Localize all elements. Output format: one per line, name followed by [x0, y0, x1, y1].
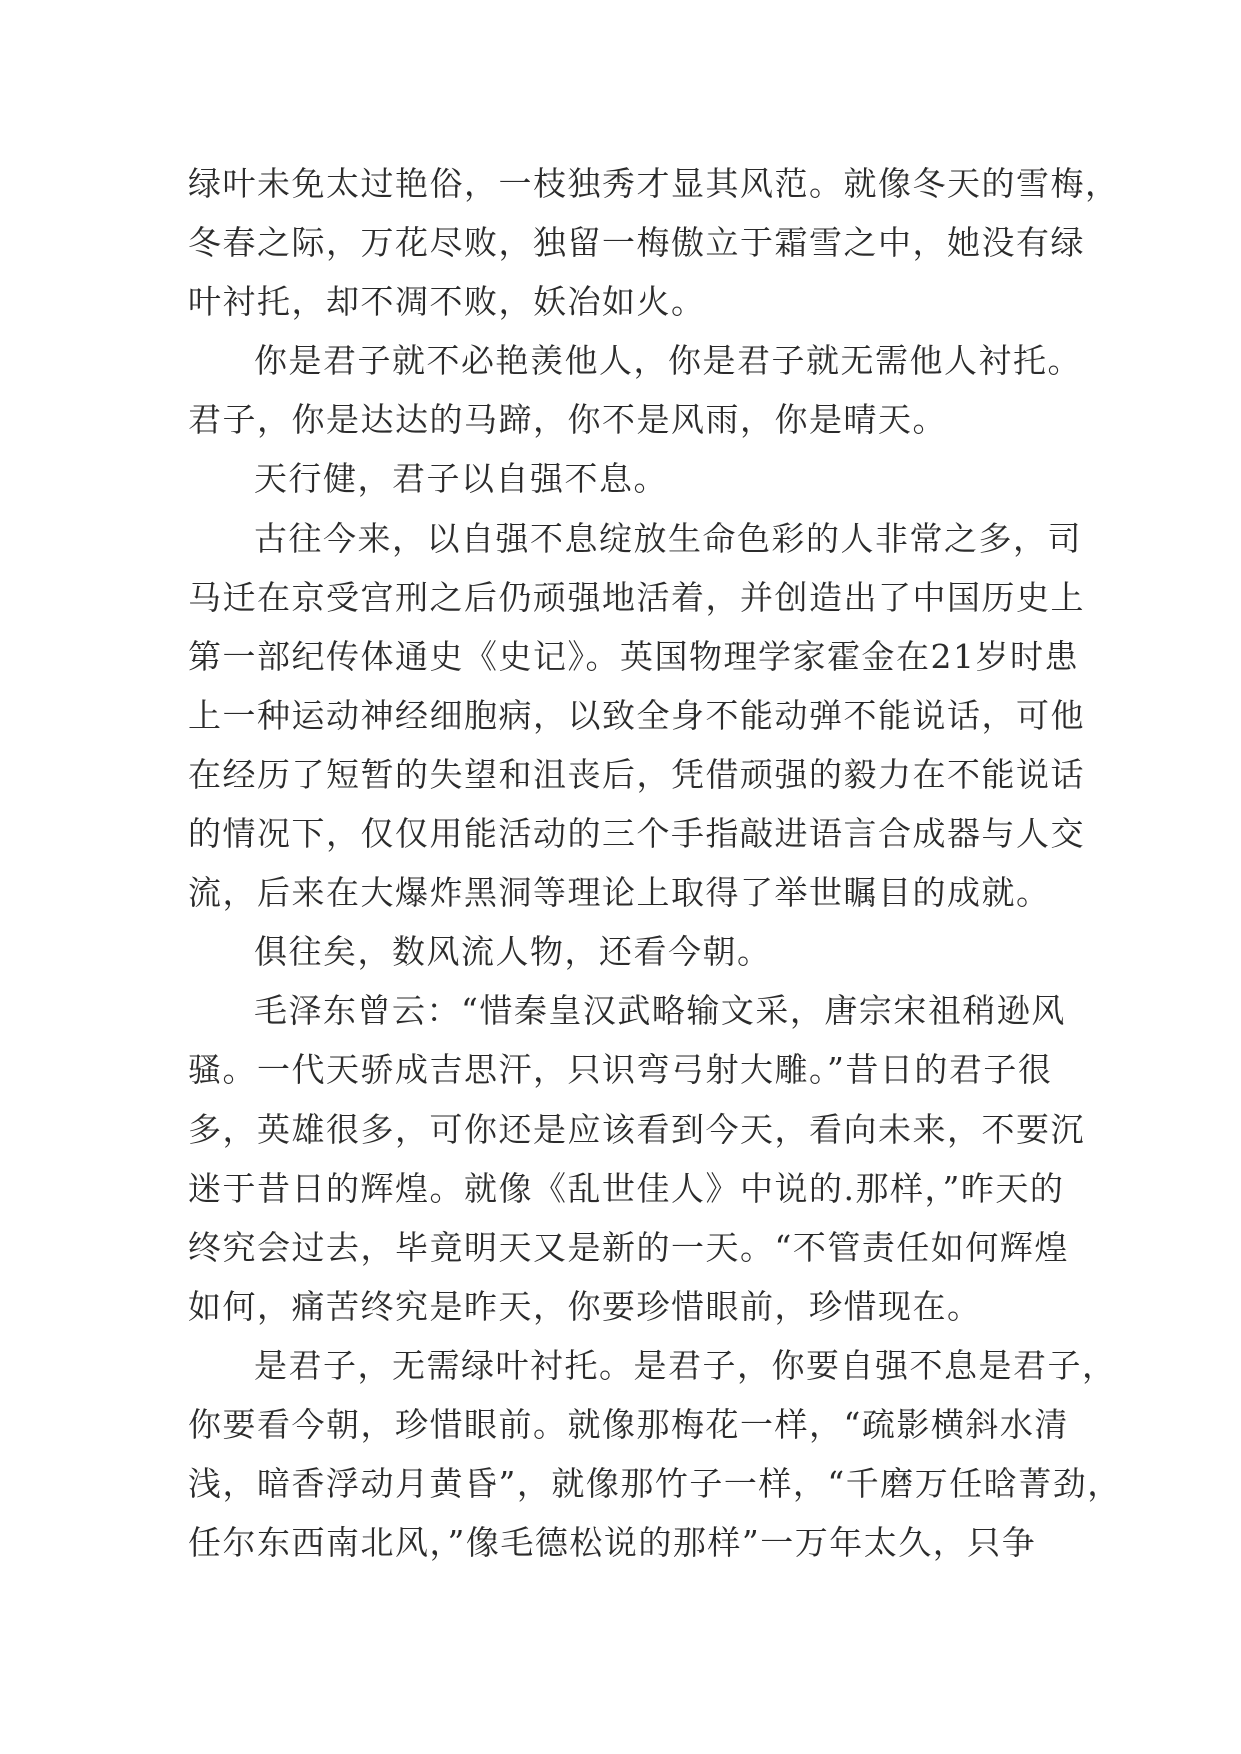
text-line: 冬春之际，万花尽败，独留一梅傲立于霜雪之中，她没有绿 — [188, 223, 1085, 263]
text-line: 在经历了短暂的失望和沮丧后，凭借顽强的毅力在不能说话 — [188, 754, 1085, 794]
text-line: 古往今来，以自强不息绽放生命色彩的人非常之多，司 — [254, 518, 1082, 558]
text-line: 是君子，无需绿叶衬托。是君子，你要自强不息是君子， — [254, 1345, 1117, 1385]
text-line: 任尔东西南北风，”像毛德松说的那样”一万年太久，只争 — [188, 1523, 1037, 1563]
text-line: 骚。一代天骄成吉思汗，只识弯弓射大雕。”昔日的君子很 — [188, 1050, 1053, 1090]
text-line: 的情况下，仅仅用能活动的三个手指敲进语言合成器与人交 — [188, 814, 1085, 854]
text-line: 俱往矣，数风流人物，还看今朝。 — [254, 932, 772, 972]
text-line: 你是君子就不必艳羡他人，你是君子就无需他人衬托。 — [254, 341, 1082, 381]
text-line: 天行健，君子以自强不息。 — [254, 459, 668, 499]
text-line: 浅，暗香浮动月黄昏”，就像那竹子一样，“千磨万任晗菁劲， — [188, 1464, 1122, 1504]
text-line: 毛泽东曾云：“惜秦皇汉武略输文采，唐宗宋祖稍逊风 — [254, 991, 1066, 1031]
text-line: 马迁在京受宫刑之后仍顽强地活着，并创造出了中国历史上 — [188, 577, 1085, 617]
text-line: 你要看今朝，珍惜眼前。就像那梅花一样，“疏影横斜水清 — [188, 1404, 1069, 1444]
text-line: 上一种运动神经细胞病，以致全身不能动弹不能说话，可他 — [188, 695, 1085, 735]
text-line: 绿叶未免太过艳俗，一枝独秀才显其风范。就像冬天的雪梅， — [188, 164, 1120, 203]
text-line: 迷于昔日的辉煌。就像《乱世佳人》中说的.那样，”昨天的 — [188, 1168, 1065, 1208]
text-line: 流，后来在大爆炸黑洞等理论上取得了举世瞩目的成就。 — [188, 873, 1051, 913]
essay-body — [188, 154, 1122, 1572]
text-line: 多，英雄很多，可你还是应该看到今天，看向未来，不要沉 — [188, 1109, 1085, 1149]
text-line: 叶衬托，却不凋不败，妖冶如火。 — [188, 282, 706, 322]
text-line: 终究会过去，毕竟明天又是新的一天。“不管责任如何辉煌 — [188, 1227, 1069, 1267]
text-line: 第一部纪传体通史《史记》。英国物理学家霍金在21岁时患 — [188, 636, 1079, 676]
text-line: 如何，痛苦终究是昨天，你要珍惜眼前，珍惜现在。 — [188, 1286, 982, 1326]
text-line: 君子，你是达达的马蹄，你不是风雨，你是晴天。 — [188, 400, 947, 440]
